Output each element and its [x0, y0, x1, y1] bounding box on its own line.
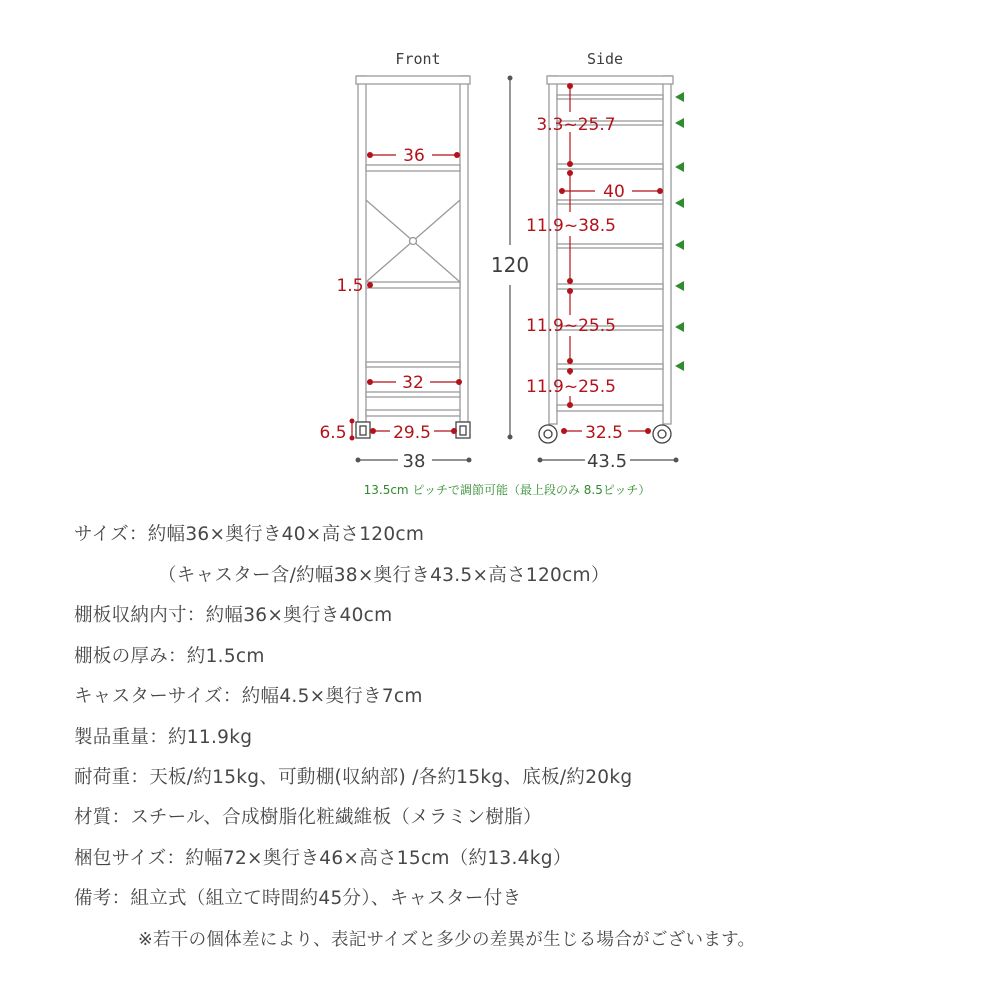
height-label: 120	[490, 253, 530, 277]
spec-notes: 備考：組立式（組立て時間約45分）、キャスター付き	[74, 888, 522, 909]
green-triangle-icon	[675, 198, 684, 208]
spec-material: 材質：スチール、合成樹脂化粧繊維板（メラミン樹脂）	[74, 807, 542, 828]
adjustment-markers	[675, 92, 684, 371]
front-shelf-width-label: 36	[403, 146, 425, 166]
green-triangle-icon	[675, 281, 684, 291]
spec-package: 梱包サイズ：約幅72×奥行き46×高さ15cm（約13.4kg）	[74, 848, 572, 869]
front-view-title: Front	[395, 50, 441, 68]
side-caster-span-label: 32.5	[585, 423, 623, 443]
green-triangle-icon	[675, 162, 684, 172]
front-view-frame	[356, 76, 470, 422]
caster-height-label: 6.5	[319, 423, 347, 443]
side-pitch-3-label: 11.9~25.5	[526, 316, 616, 336]
side-shelf-depth-label: 40	[603, 182, 625, 202]
spec-disclaimer: ※若干の個体差により、表記サイズと多少の差異が生じる場合がございます。	[138, 930, 756, 950]
spec-weight: 製品重量：約11.9kg	[74, 727, 253, 748]
spec-storage-inner: 棚板収納内寸：約幅36×奥行き40cm	[74, 605, 393, 626]
green-triangle-icon	[675, 322, 684, 332]
side-pitch-4-label: 11.9~25.5	[526, 377, 616, 397]
shelf-thickness-label: 1.5	[336, 276, 364, 296]
front-caster-span-label: 29.5	[393, 423, 431, 443]
green-triangle-icon	[675, 240, 684, 250]
spec-size-with-caster: （キャスター含/約幅38×奥行き43.5×高さ120cm）	[158, 565, 610, 586]
green-triangle-icon	[675, 118, 684, 128]
spec-shelf-thickness: 棚板の厚み：約1.5cm	[74, 646, 265, 667]
side-view-title: Side	[586, 50, 624, 68]
green-triangle-icon	[675, 361, 684, 371]
spec-load: 耐荷重：天板/約15kg、可動棚(収納部) /各約15kg、底板/約20kg	[74, 767, 633, 788]
spec-size: サイズ：約幅36×奥行き40×高さ120cm	[74, 524, 425, 545]
green-triangle-icon	[675, 92, 684, 102]
spec-caster-size: キャスターサイズ：約幅4.5×奥行き7cm	[74, 686, 423, 707]
side-pitch-2-label: 11.9~38.5	[526, 216, 616, 236]
front-inner-width-label: 32	[402, 373, 424, 393]
side-overall-depth-label: 43.5	[586, 451, 628, 472]
front-overall-width-label: 38	[402, 451, 426, 472]
pitch-note: 13.5cm ピッチで調節可能（最上段のみ 8.5ピッチ）	[363, 483, 651, 497]
side-top-pitch-label: 3.3~25.7	[536, 115, 616, 135]
